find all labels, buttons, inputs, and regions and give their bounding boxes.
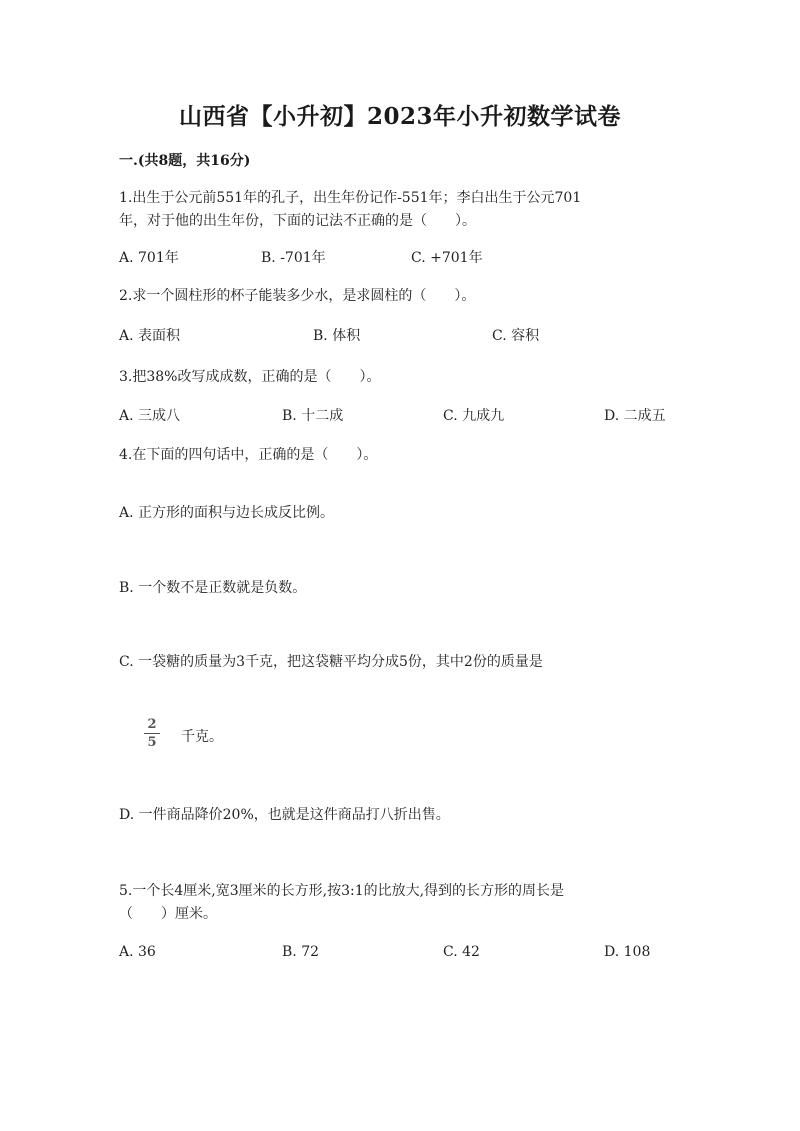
question-1-line-2: 年，对于他的出生年份，下面的记法不正确的是（ ）。 — [119, 213, 476, 229]
fraction-bar — [144, 733, 160, 734]
question-1 — [119, 187, 679, 233]
question-2-option-a: A. 表面积 — [119, 328, 181, 344]
question-2-option-c: C. 容积 — [492, 328, 540, 344]
page-title: 山西省【小升初】2023年小升初数学试卷 — [178, 103, 621, 130]
question-4-option-c-unit: 千克。 — [181, 729, 223, 745]
question-1-option-a: A. 701年 — [119, 250, 179, 266]
question-5-line-2: （ ）厘米。 — [119, 906, 217, 922]
question-4-option-c: C. 一袋糖的质量为3千克，把这袋糖平均分成5份，其中2份的质量是 — [119, 654, 543, 670]
question-5-option-c: C. 42 — [443, 944, 480, 960]
question-5-option-d: D. 108 — [604, 944, 651, 960]
question-4-option-a: A. 正方形的面积与边长成反比例。 — [119, 505, 335, 521]
question-3: 3.把38%改写成成数，正确的是（ ）。 — [119, 369, 381, 385]
question-3-option-a: A. 三成八 — [119, 408, 181, 424]
question-1-line-1: 1.出生于公元前551年的孔子，出生年份记作-551年；李白出生于公元701 — [119, 190, 582, 206]
question-5-option-b: B. 72 — [282, 944, 320, 960]
question-2-option-b: B. 体积 — [313, 328, 361, 344]
section-heading: 一.(共8题，共16分) — [119, 153, 251, 169]
question-1-option-c: C. +701年 — [411, 250, 483, 266]
question-2: 2.求一个圆柱形的杯子能装多少水，是求圆柱的（ ）。 — [119, 288, 476, 304]
question-3-option-b: B. 十二成 — [282, 408, 344, 424]
question-5-line-1: 5.一个长4厘米,宽3厘米的长方形,按3:1的比放大,得到的长方形的周长是 — [119, 883, 565, 899]
question-3-option-d: D. 二成五 — [604, 408, 666, 424]
question-4-option-b: B. 一个数不是正数就是负数。 — [119, 580, 307, 596]
question-5 — [119, 880, 679, 926]
question-1-option-b: B. -701年 — [261, 250, 326, 266]
fraction-denominator: 5 — [147, 735, 157, 750]
question-4: 4.在下面的四句话中，正确的是（ ）。 — [119, 447, 378, 463]
question-5-option-a: A. 36 — [119, 944, 156, 960]
fraction-numerator: 2 — [147, 717, 157, 732]
question-4-option-d: D. 一件商品降价20%，也就是这件商品打八折出售。 — [119, 807, 450, 823]
fraction-two-fifths — [142, 717, 162, 750]
question-3-option-c: C. 九成九 — [443, 408, 505, 424]
